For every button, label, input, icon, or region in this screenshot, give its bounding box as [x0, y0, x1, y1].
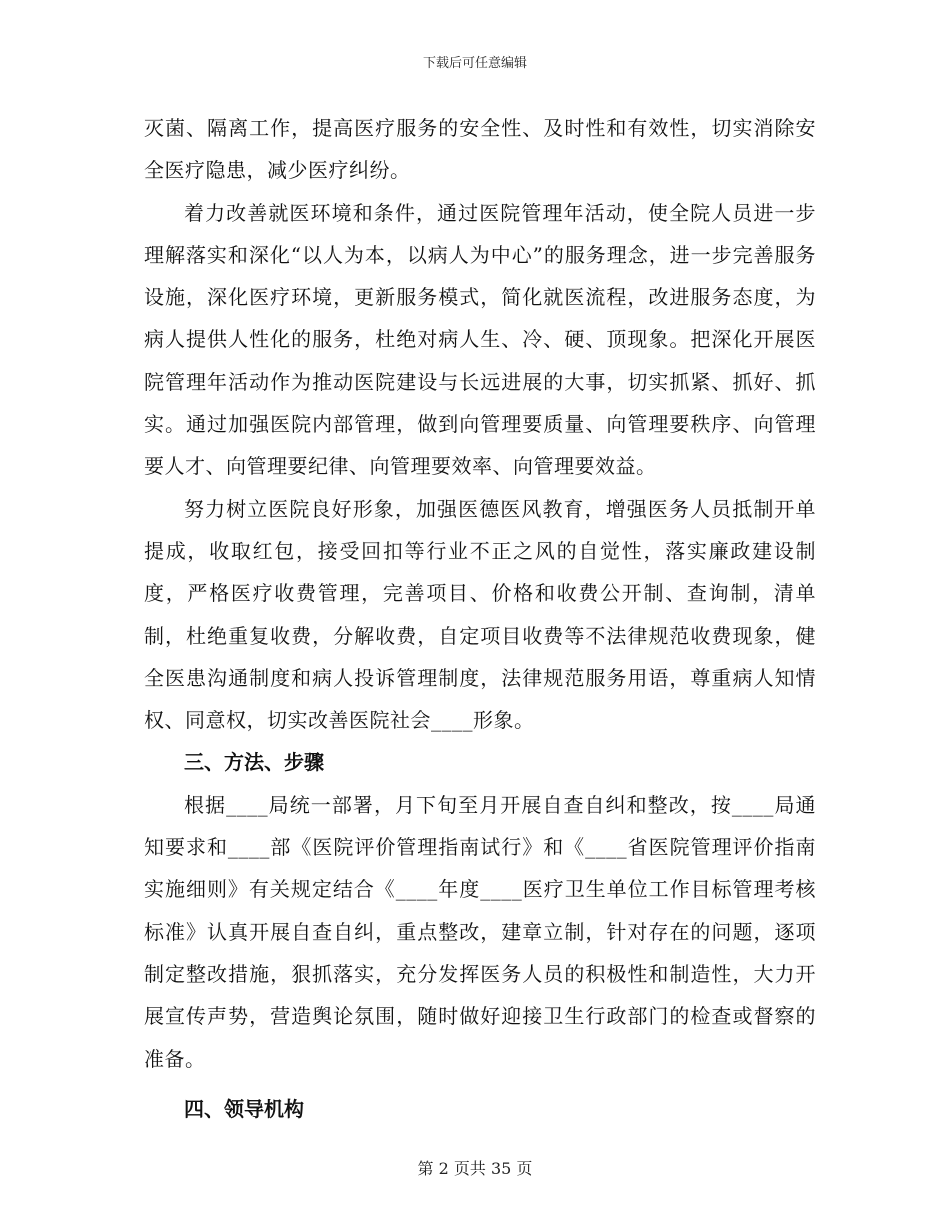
page-header: 下载后可任意编辑: [422, 56, 527, 71]
paragraph-1: 灭菌、隔离工作，提高医疗服务的安全性、及时性和有效性，切实消除安全医疗隐患，减少医疗纠纷。: [144, 116, 816, 183]
section-heading-4: 四、领导机构: [184, 1096, 304, 1121]
page-footer: 第 2 页共 35 页: [417, 1159, 533, 1178]
paragraph-3: 努力树立医院良好形象，加强医德医风教育，增强医务人员抵制开单提成，收取红包，接受回扣等行业不正之风的自觉性，落实廉政建设制度，严格医疗收费管理，完善项目、价格和收费公开制、查询制，清单制，杜绝重复收费，分解收费，自定项目收费等不法律规范收费现象，健全医患沟通制度和病人投诉管理制度，法律规范服务用语，尊重病人知情权、同意权，切实改善医院社会____形象。: [144, 496, 816, 733]
paragraph-4: 根据____局统一部署，月下旬至月开展自查自纠和整改，按____局通知要求和____部《医院评价管理指南试行》和《____省医院管理评价指南实施细则》有关规定结合《____年度____医疗卫生单位工作目标管理考核标准》认真开展自查自纠，重点整改，建章立制，针对存在的问题，逐项制定整改措施，狠抓落实，充分发挥医务人员的积极性和制造性，大力开展宣传声势，营造舆论氛围，随时做好迎接卫生行政部门的检查或督察的准备。: [144, 792, 816, 1071]
paragraph-2: 着力改善就医环境和条件，通过医院管理年活动，使全院人员进一步理解落实和深化“以人为本，以病人为中心”的服务理念，进一步完善服务设施，深化医疗环境，更新服务模式，简化就医流程，改进服务态度，为病人提供人性化的服务，杜绝对病人生、冷、硬、顶现象。把深化开展医院管理年活动作为推动医院建设与长远进展的大事，切实抓紧、抓好、抓实。通过加强医院内部管理，做到向管理要质量、向管理要秩序、向管理要人才、向管理要纪律、向管理要效率、向管理要效益。: [144, 200, 816, 479]
section-heading-3: 三、方法、步骤: [184, 750, 324, 775]
document-body: [144, 107, 816, 1130]
